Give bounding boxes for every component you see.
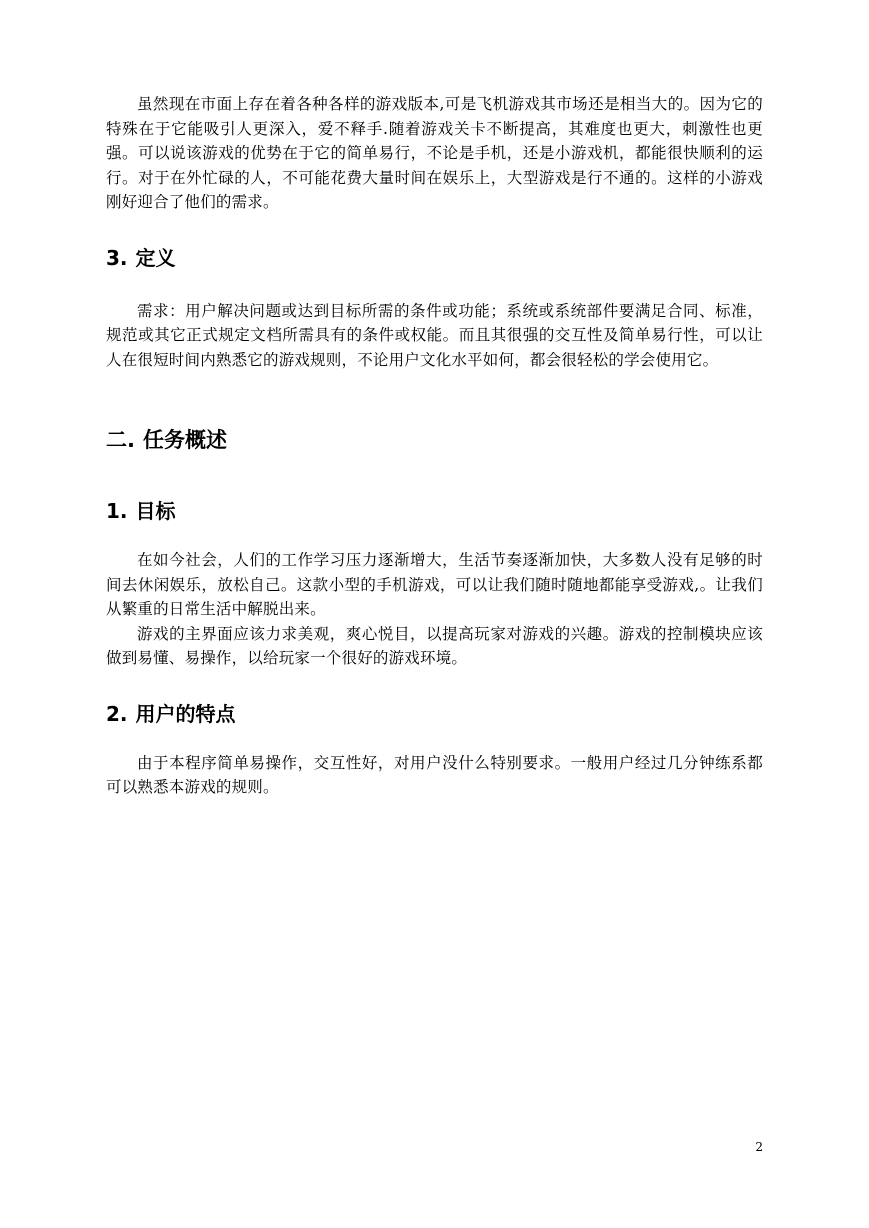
page-number: 2 — [755, 1140, 763, 1154]
user-characteristics-paragraph: 由于本程序简单易操作，交互性好，对用户没什么特别要求。一般用户经过几分钟练系都可以熟悉本游戏的规则。 — [106, 753, 763, 796]
page-content — [106, 92, 763, 800]
section-heading-goal — [106, 498, 763, 524]
section-number: 2. — [106, 701, 128, 726]
section-title: 定义 — [135, 245, 176, 270]
section-title: 目标 — [135, 499, 176, 523]
chapter-title: 任务概述 — [142, 428, 227, 452]
section-heading-user-characteristics — [106, 701, 763, 727]
intro-paragraph: 虽然现在市面上存在着各种各样的游戏版本,可是飞机游戏其市场还是相当大的。因为它的特殊在于它能吸引人更深入，爱不释手.随着游戏关卡不断提高，其难度也更大，刺激性也更强。可以说该游戏的优势在于它的简单易行，不论是手机，还是小游戏机，都能很快顺利的运行。对于在外忙碌的人，不可能花费大量时间在娱乐上，大型游戏是行不通的。这样的小游戏刚好迎合了他们的需求。 — [106, 95, 763, 211]
goal-paragraph-2: 游戏的主界面应该力求美观，爽心悦目，以提高玩家对游戏的兴趣。游戏的控制模块应该做到易懂、易操作，以给玩家一个很好的游戏环境。 — [106, 624, 763, 667]
chapter-number: 二. — [106, 428, 135, 452]
section-number: 3. — [106, 245, 128, 270]
definition-paragraph: 需求：用户解决问题或达到目标所需的条件或功能；系统或系统部件要满足合同、标准，规范或其它正式规定文档所需具有的条件或权能。而且其很强的交互性及简单易行性，可以让人在很短时间内熟悉它的游戏规则，不论用户文化水平如何，都会很轻松的学会使用它。 — [106, 301, 763, 369]
chapter-heading-task-overview — [106, 426, 763, 454]
section-title: 用户的特点 — [135, 701, 236, 726]
section-heading-definition — [106, 245, 763, 271]
section-number: 1. — [106, 499, 128, 523]
goal-paragraph-1: 在如今社会，人们的工作学习压力逐渐增大，生活节奏逐渐加快，大多数人没有足够的时间去休闲娱乐，放松自己。这款小型的手机游戏，可以让我们随时随地都能享受游戏,。让我们从繁重的日常生活中解脱出来。 — [106, 551, 763, 618]
